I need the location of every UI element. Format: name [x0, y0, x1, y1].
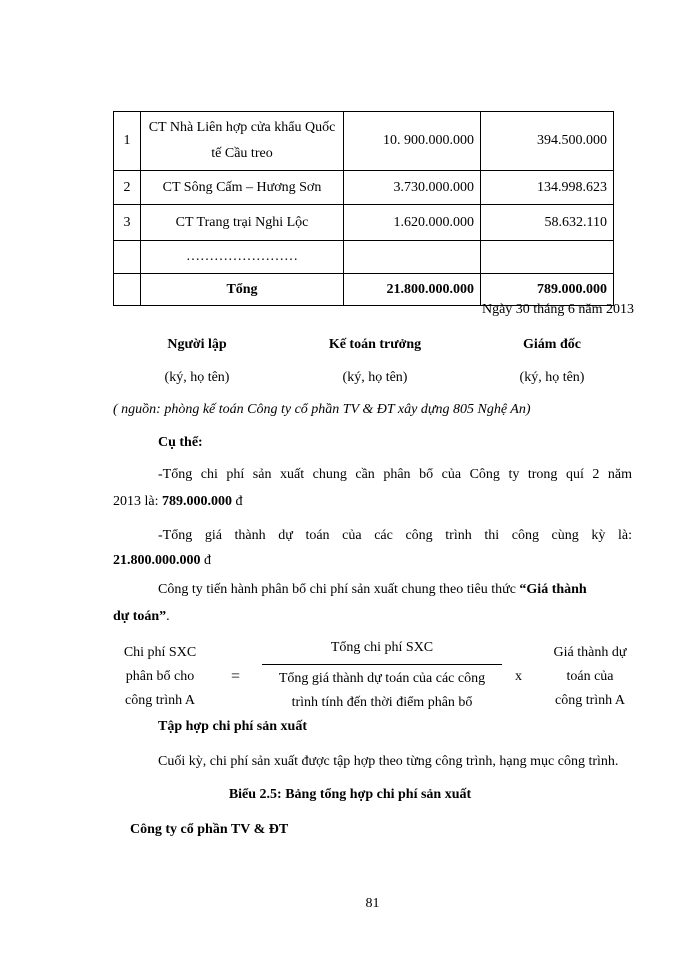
row-stt: 1	[114, 112, 141, 171]
row-value2	[481, 241, 614, 274]
bieu-title: Biểu 2.5: Bảng tổng hợp chi phí sản xuất	[228, 787, 472, 802]
row-value1: 3.730.000.000	[344, 171, 481, 205]
total-value2: 789.000.000	[481, 274, 614, 306]
table-row	[114, 171, 614, 205]
signature-title-chief-accountant: Kế toán trưởng	[328, 337, 422, 352]
row-value1: 1.620.000.000	[344, 205, 481, 241]
table-total-row	[114, 274, 614, 306]
formula-denominator: Tổng giá thành dự toán của các công trình tính đến thời điểm phân bổ	[278, 671, 486, 710]
formula-numerator: Tổng chi phí SXC	[330, 640, 434, 655]
row-stt	[114, 241, 141, 274]
signature-title-director: Giám đốc	[523, 337, 581, 352]
total-value1: 21.800.000.000	[344, 274, 481, 306]
row-value2: 58.632.110	[481, 205, 614, 241]
para1-line1: -Tổng chi phí sản xuất chung cần phân bổ của Công ty trong quí 2 năm	[158, 467, 632, 482]
table-row	[114, 205, 614, 241]
company-name: Công ty cổ phần TV & ĐT	[130, 822, 289, 837]
signature-note-chief-accountant: (ký, họ tên)	[342, 370, 408, 385]
signature-title-preparer: Người lập	[167, 337, 227, 352]
para1-line2: 2013 là: 789.000.000 đ	[113, 494, 243, 509]
heading-tap-hop: Tập hợp chi phí sản xuất	[158, 719, 307, 734]
table-row	[114, 241, 614, 274]
page-number: 81	[365, 896, 380, 911]
formula-equals: =	[231, 668, 241, 685]
formula-times: x	[515, 669, 522, 684]
row-stt: 3	[114, 205, 141, 241]
cost-allocation-table	[113, 111, 614, 306]
row-name: CT Nhà Liên hợp cửa khẩu Quốc tế Cầu treo	[141, 112, 344, 171]
para3-line2: dự toán”.	[113, 609, 170, 624]
row-value2: 394.500.000	[481, 112, 614, 171]
section-label-cu-the: Cụ thể:	[158, 435, 203, 450]
row-name: CT Sông Cấm – Hương Sơn	[141, 171, 344, 205]
date-line: Ngày 30 tháng 6 năm 2013	[481, 302, 634, 317]
fraction-bar	[262, 664, 502, 665]
total-label: Tổng	[141, 274, 344, 306]
para2-line1: -Tổng giá thành dự toán của các công trình thi công cùng kỳ là:	[158, 528, 632, 543]
row-stt: 2	[114, 171, 141, 205]
table-row	[114, 112, 614, 171]
row-name: ……………………	[141, 241, 344, 274]
estimate-amount: 21.800.000.000	[113, 553, 201, 568]
formula-left: Chi phí SXC phân bổ cho công trình A	[123, 645, 197, 708]
para3-line1: Công ty tiến hành phân bổ chi phí sản xuất chung theo tiêu thức “Giá thành	[158, 582, 587, 597]
row-value1: 10. 900.000.000	[344, 112, 481, 171]
para4: Cuối kỳ, chi phí sản xuất được tập hợp theo từng công trình, hạng mục công trình.	[158, 754, 619, 769]
source-note: ( nguồn: phòng kế toán Công ty cổ phần TV & ĐT xây dựng 805 Nghệ An)	[113, 402, 531, 417]
signature-note-preparer: (ký, họ tên)	[164, 370, 230, 385]
sxc-amount: 789.000.000	[162, 494, 232, 509]
row-value1	[344, 241, 481, 274]
row-name: CT Trang trại Nghi Lộc	[141, 205, 344, 241]
signature-note-director: (ký, họ tên)	[519, 370, 585, 385]
row-value2: 134.998.623	[481, 171, 614, 205]
formula-right: Giá thành dự toán của công trình A	[553, 645, 627, 708]
para2-line2: 21.800.000.000 đ	[113, 553, 211, 568]
